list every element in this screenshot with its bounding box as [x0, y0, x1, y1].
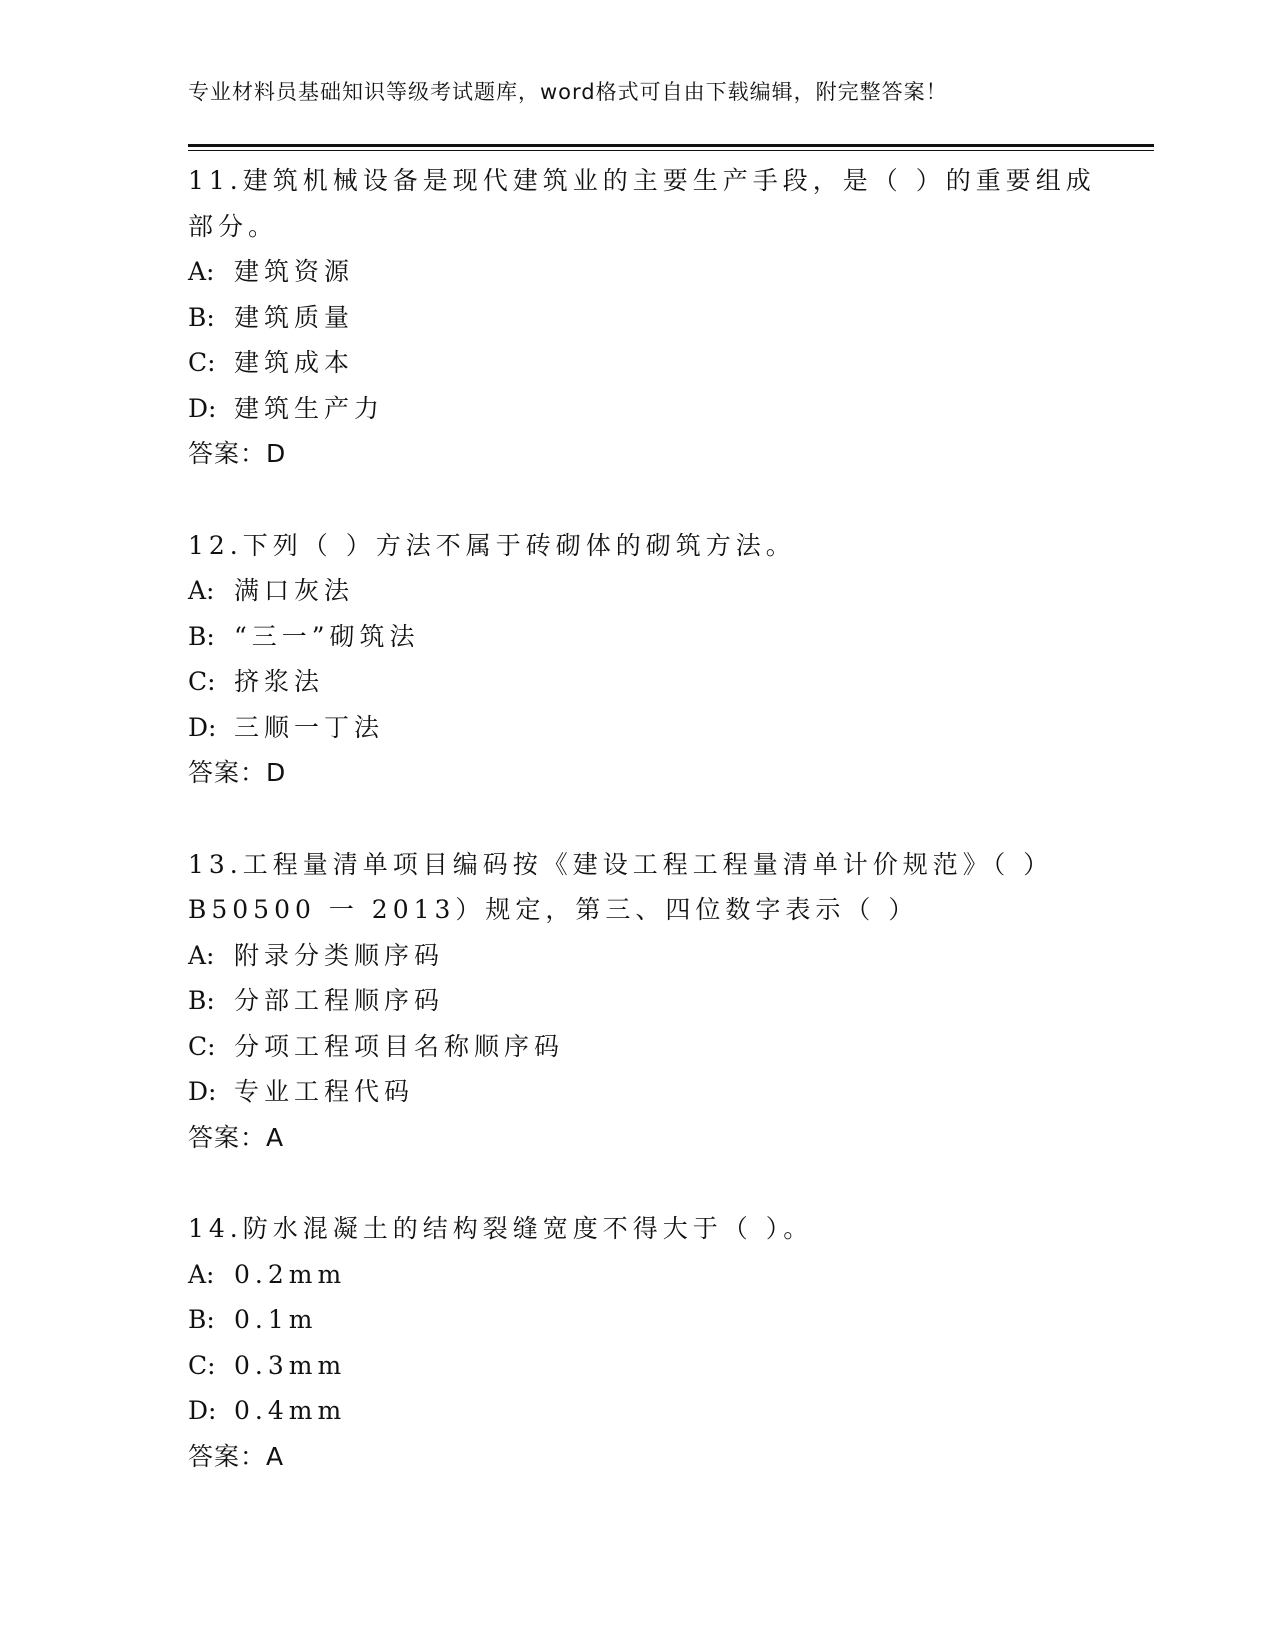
option-a: [188, 568, 1088, 614]
option-text: 建筑生产力: [234, 393, 385, 423]
option-text: 0.3mm: [234, 1350, 347, 1380]
option-label: D:: [188, 1077, 217, 1106]
question-12: [188, 523, 1088, 796]
question-stem-line: 部分。: [188, 211, 279, 241]
option-a: [188, 249, 1088, 295]
question-13: [188, 842, 1088, 1161]
option-label: C:: [188, 667, 216, 696]
question-stem-line: 11.建筑机械设备是现代建筑业的主要生产手段，是（ ）的重要组成: [188, 166, 1096, 195]
option-label: D:: [188, 712, 217, 742]
option-c: [188, 659, 1088, 705]
page-header: 专业材料员基础知识等级考试题库，word格式可自由下载编辑，附完整答案！: [188, 80, 948, 104]
option-text: 专业工程代码: [234, 1077, 415, 1106]
question-stem-line: 14.防水混凝土的结构裂缝宽度不得大于（ ）。: [188, 1214, 814, 1243]
option-text: 0.4mm: [234, 1396, 347, 1425]
question-stem-line: 13.工程量清单项目编码按《建设工程工程量清单计价规范》（ ）: [188, 849, 1054, 879]
option-text: “三一”砌筑法: [234, 621, 420, 651]
option-d: [188, 1069, 1088, 1115]
header-rule-thin: [188, 150, 1154, 151]
option-label: A:: [188, 576, 215, 605]
answer-line: 答案：A: [188, 1122, 285, 1152]
option-label: D:: [188, 1396, 217, 1425]
option-label: C:: [188, 1031, 216, 1061]
option-b: [188, 614, 1088, 660]
answer-line: 答案：A: [188, 1441, 285, 1471]
option-text: 分项工程项目名称顺序码: [234, 1031, 565, 1061]
option-text: 建筑资源: [234, 257, 355, 286]
option-b: [188, 1297, 1088, 1343]
option-c: [188, 1343, 1088, 1389]
option-label: B:: [188, 986, 215, 1015]
question-stem-line: 12.下列（ ）方法不属于砖砌体的砌筑方法。: [188, 530, 796, 560]
option-text: 0.2mm: [234, 1259, 347, 1289]
option-d: [188, 1388, 1088, 1434]
option-label: C:: [188, 348, 216, 377]
option-d: [188, 386, 1088, 432]
option-c: [188, 340, 1088, 386]
option-text: 三顺一丁法: [234, 712, 385, 742]
option-label: A:: [188, 940, 215, 970]
option-a: [188, 933, 1088, 979]
option-a: [188, 1252, 1088, 1298]
option-label: B:: [188, 1305, 215, 1334]
question-11: [188, 158, 1096, 477]
answer-line: 答案：D: [188, 439, 287, 468]
option-label: B:: [188, 302, 215, 332]
option-text: 建筑成本: [234, 348, 355, 377]
option-text: 附录分类顺序码: [234, 940, 445, 970]
option-text: 挤浆法: [234, 667, 325, 696]
option-text: 满口灰法: [234, 576, 355, 605]
option-d: [188, 705, 1088, 751]
option-label: A:: [188, 257, 215, 286]
option-text: 分部工程顺序码: [234, 986, 445, 1015]
option-text: 0.1m: [234, 1305, 318, 1334]
question-list: [188, 158, 1096, 1525]
header-rule-thick: [188, 144, 1154, 147]
option-label: D:: [188, 393, 217, 423]
question-14: [188, 1206, 1088, 1479]
option-text: 建筑质量: [234, 302, 355, 332]
option-label: C:: [188, 1350, 216, 1380]
option-label: B:: [188, 621, 215, 651]
question-stem-line: B50500 一 2013）规定，第三、四位数字表示（ ）: [188, 895, 919, 924]
option-b: [188, 978, 1088, 1024]
option-c: [188, 1024, 1088, 1070]
option-label: A:: [188, 1259, 215, 1289]
option-b: [188, 295, 1088, 341]
answer-line: 答案：D: [188, 758, 287, 787]
